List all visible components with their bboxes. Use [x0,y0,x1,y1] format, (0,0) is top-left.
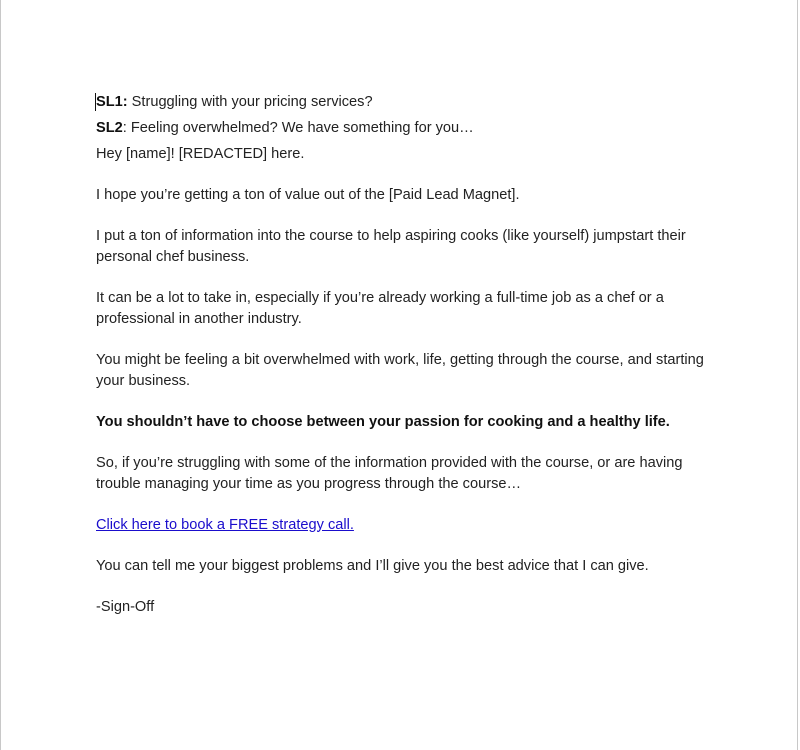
sign-off: -Sign-Off [96,599,155,616]
body-paragraph-5: So, if you’re struggling with some of the information provided with the course, or are having trouble managing your time as you progress through the course… [96,454,683,492]
greeting: Hey [name]! [REDACTED] here. [96,146,305,162]
body-paragraph-3: It can be a lot to take in, especially if you’re already working a full-time job as a chef or a professional in another industry. [96,290,664,327]
email-draft[interactable] [96,92,716,638]
body-paragraph-6: You can tell me your biggest problems and I’ll give you the best advice that I can give. [96,557,649,574]
subject-line-2-text: : Feeling overwhelmed? We have something for you… [122,120,474,136]
body-paragraph-4: You might be feeling a bit overwhelmed with work, life, getting through the course, and starting your business. [96,351,704,389]
subject-line-1-text: Struggling with your pricing services? [127,94,373,110]
subject-line-2[interactable] [96,118,716,144]
subject-line-2-label: SL2 [96,120,123,136]
bold-statement: You shouldn’t have to choose between your passion for cooking and a healthy life. [96,413,670,430]
body-paragraph-2: I put a ton of information into the course to help aspiring cooks (like yourself) jumpstart their personal chef business. [96,228,686,265]
book-strategy-call-link[interactable]: Click here to book a FREE strategy call. [96,516,354,533]
subject-line-1[interactable] [96,92,716,118]
body-paragraph-1: I hope you’re getting a ton of value out of the [Paid Lead Magnet]. [96,187,520,204]
text-cursor [95,93,96,111]
cta-paragraph [96,515,716,536]
subject-line-1-label: SL1: [96,94,128,110]
